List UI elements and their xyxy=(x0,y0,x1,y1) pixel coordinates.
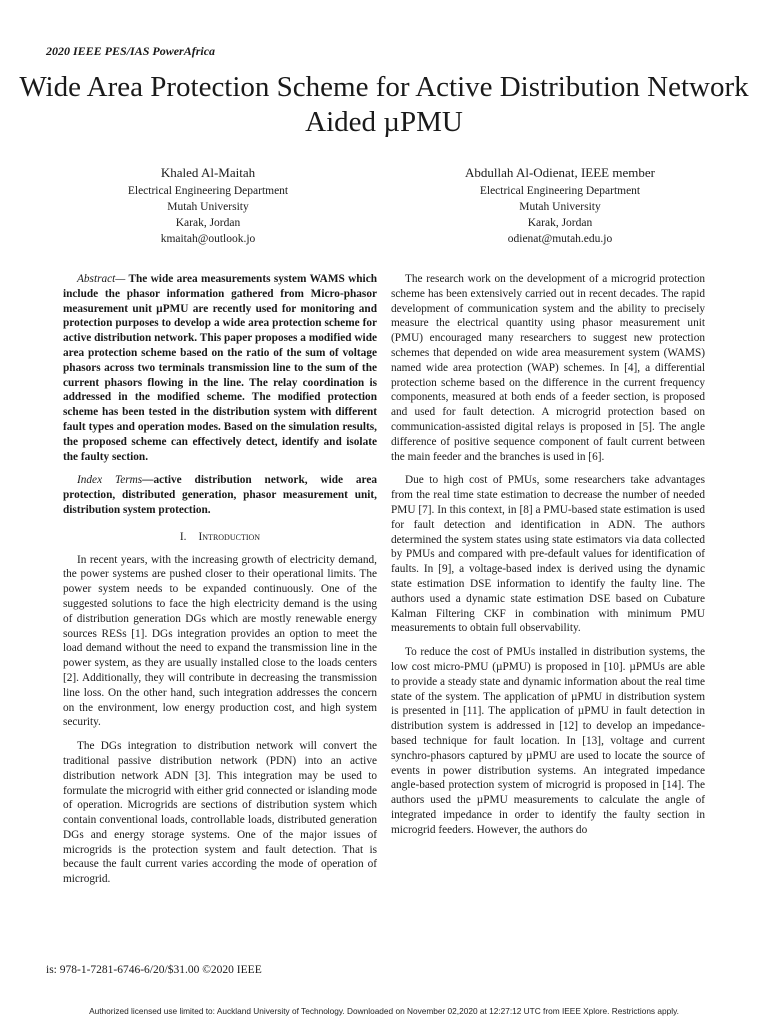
section-heading xyxy=(63,530,377,545)
isbn-line: is: 978-1-7281-6746-6/20/$31.00 ©2020 IEEE xyxy=(46,964,262,976)
index-terms-lead: Index Terms xyxy=(77,474,143,487)
license-footer: Authorized licensed use limited to: Auckland University of Technology. Downloaded on November 02,2020 at 12:27:12 UTC from IEEE Xplore. Restrictions apply. xyxy=(89,1006,679,1016)
paragraph: Due to high cost of PMUs, some researchers take advantages from the real time state estimation to decrease the number of needed PMU [7]. In this context, in [8] a PMU-based state estimation is used for fault detection and identification in ADN. The authors determined the system states using state estimators via data collected by PMUs and compared with pre-default values for identification of faults. In [9], a voltage-based index is derived using the dynamic state estimation DSE information to identify the faulty line. The authors used a dynamic state estimation DSE based on Cubature Kalman Filtering CKF in combination with minimum PMU measurements to obtain full observability. xyxy=(391,474,705,635)
paper-title: Wide Area Protection Scheme for Active Distribution Network Aided µPMU xyxy=(19,71,749,138)
author-university: Mutah University xyxy=(519,201,601,213)
section-title: Introduction xyxy=(198,530,261,543)
abstract xyxy=(63,272,377,464)
author-block-1 xyxy=(58,164,358,247)
author-university: Mutah University xyxy=(167,201,249,213)
author-location: Karak, Jordan xyxy=(527,217,593,229)
author-email: kmaitah@outlook.jo xyxy=(160,233,256,245)
index-terms xyxy=(63,473,377,517)
conference-header: 2020 IEEE PES/IAS PowerAfrica xyxy=(46,44,216,58)
author-location: Karak, Jordan xyxy=(175,217,241,229)
author-block-2 xyxy=(410,164,710,247)
paragraph: To reduce the cost of PMUs installed in distribution systems, the low cost micro-PMU (µPMU) is proposed in [10]. µPMUs are able to provide a steady state and dynamic information about the real time state of the system. The application of µPMU in distribution system is presented in [11]. The application of µPMU in fault detection in distribution system is addressed in [12] to develop an impedance-based technique for fault location. In [13], voltage and current synchro-phasors captured by µPMU are used to locate the source of events in power distribution systems. An integrated impedance angle-based protection system of microgrid is proposed in [14]. The authors used the µPMU measurements to calculate the angle of integrated impedance in order to identify the faulty section in microgrid feeders. However, the authors do xyxy=(391,646,705,836)
section-number: I. xyxy=(179,530,187,543)
left-column xyxy=(63,272,377,896)
index-terms-text: —active distribution network, wide area protection, distributed generation, phasor measurement unit, distribution system protection. xyxy=(63,474,377,516)
paragraph: The research work on the development of a microgrid protection scheme has been extensively carried out in recent decades. The rapid development of communication system and the ability to precisely measure the electrical quantity using phasor measurement unit (PMU) encouraged many researchers to suggest new protection schemes that depended on wide area measurement system (WAMS) named wide area protection (WAP) schemes. In [4], a differential protection scheme based on the difference in the current frequency components, measured at both ends of a feeder section, is proposed and used for fault detection. A microgrid protection based on communication-assisted digital relays is proposed in [5]. The angle difference of positive sequence component of fault current between the main feeder and the branches is used in [6]. xyxy=(391,273,705,463)
paragraph: In recent years, with the increasing growth of electricity demand, the power systems are pushed closer to their operational limits. The power system needs to be expanded continuously. One of the suggested solutions to face the high electricity demand is the using of distribution generation DGs which are mostly renewable energy sources RESs [1]. DGs integration provides an option to meet the load demand without the need to expand the transmission line in the power system, as they are usually installed close to the loads centers [2]. Additionally, they will contribute in decreasing the transmission line loss. On the other hand, such integration addresses the concern on the environment, low energy production cost, and high system security. xyxy=(63,553,377,729)
author-department: Electrical Engineering Department xyxy=(479,185,641,197)
author-name: Khaled Al-Maitah xyxy=(160,165,256,180)
abstract-text: The wide area measurements system WAMS which include the phasor information gathered from Micro-phasor measurement unit µPMU are recently used for monitoring and protection purposes to develop a wide area protection scheme for active distribution network. This paper proposes a modified wide area protection scheme based on the ratio of the sum of voltage phasors across two terminals transmission line to the sum of the current phasors flowing in the line. The relay coordination is addressed in the modified scheme. The modified protection scheme has been tested in the distribution system with different fault types and operation modes. Based on the simulation results, the proposed scheme can effectively detect, identify and isolate the faulty section. xyxy=(63,273,377,463)
paragraph: The DGs integration to distribution network will convert the traditional passive distribution network (PDN) into an active distribution network ADN [3]. This integration may be used to formulate the microgrid with either grid connected or islanding mode of operation. Microgrids are sections of distribution system which contain conventional loads, controllable loads, distributed generation DGs and energy storage systems. One of the major issues of microgrids is the protection system and fault detection. That is because the fault current varies according the mode of operation of microgrid. xyxy=(63,740,377,886)
abstract-lead: Abstract— xyxy=(77,273,126,285)
right-column xyxy=(391,272,705,846)
author-email: odienat@mutah.edu.jo xyxy=(507,233,613,245)
author-department: Electrical Engineering Department xyxy=(127,185,289,197)
author-name: Abdullah Al-Odienat, IEEE member xyxy=(465,165,655,180)
